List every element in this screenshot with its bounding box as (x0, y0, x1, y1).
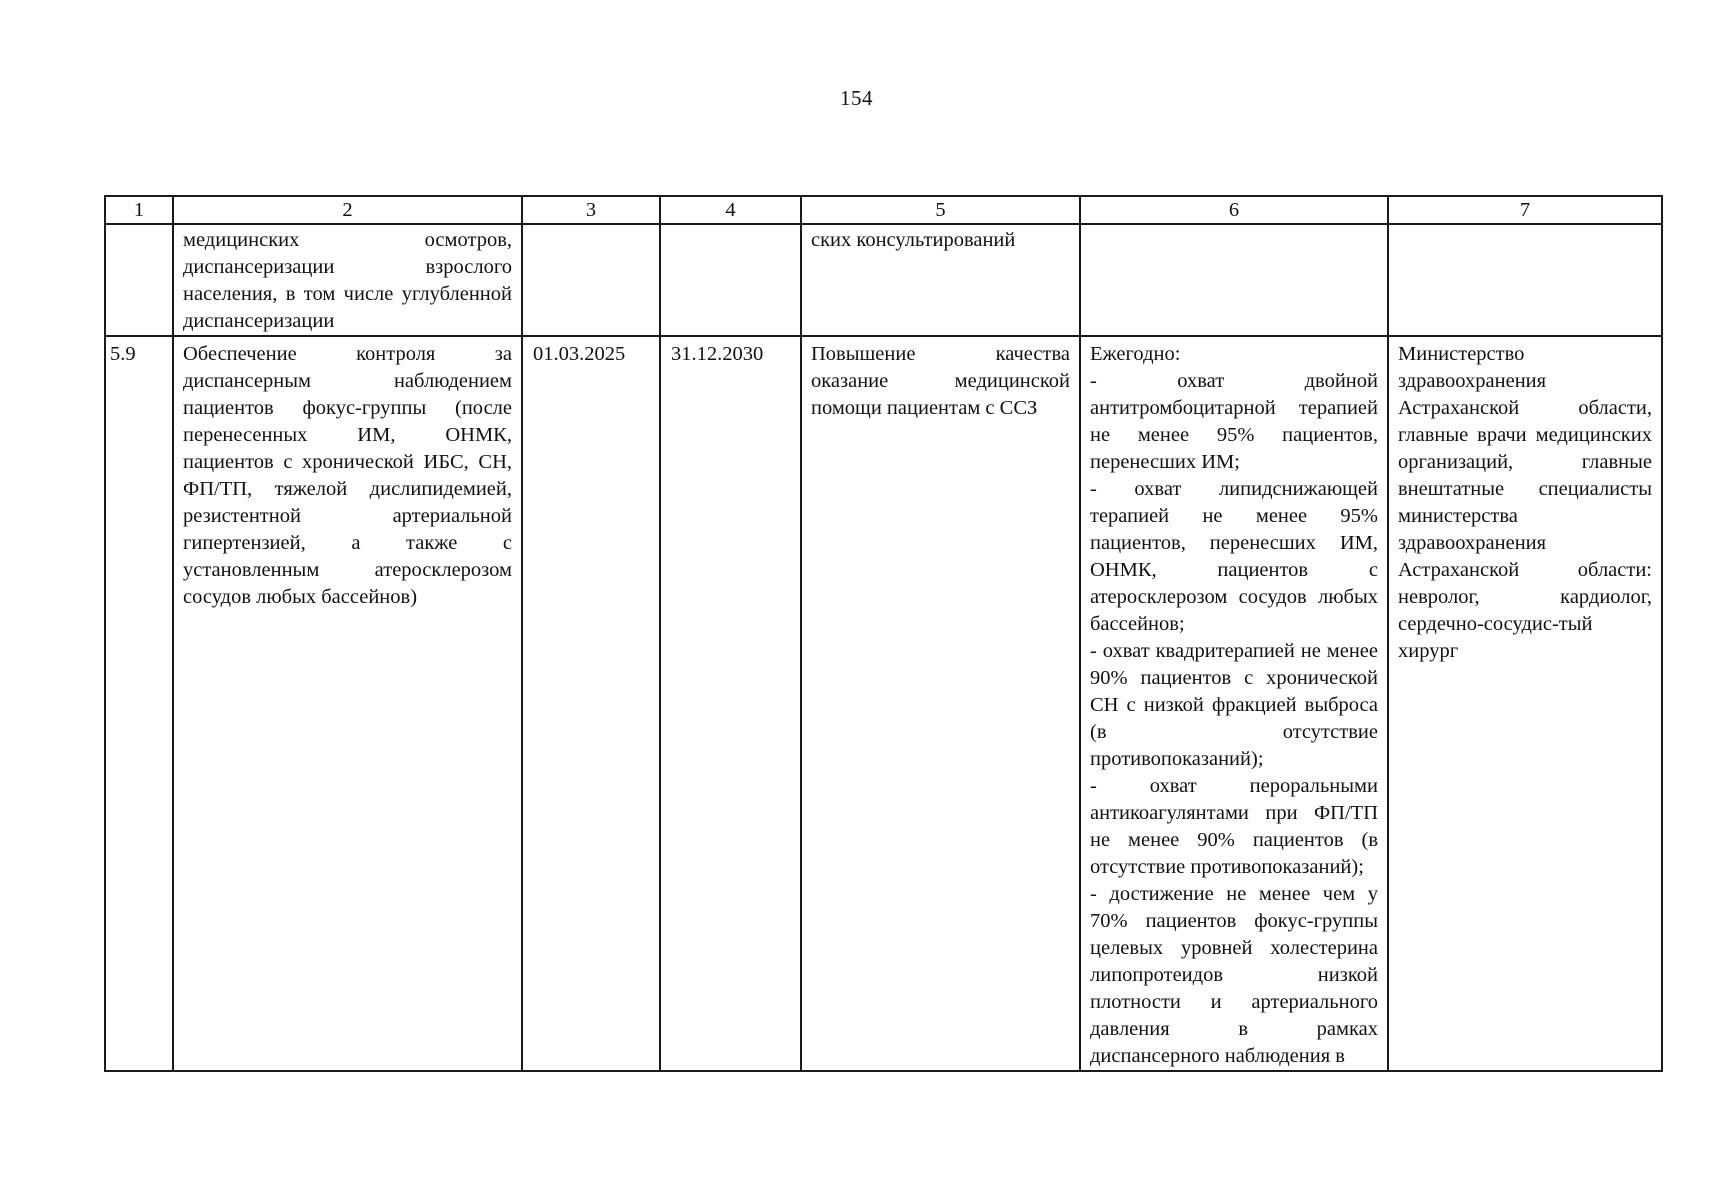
column-number-row (105, 196, 1662, 224)
result-cell (801, 336, 1080, 1071)
column-number-header: 3 (522, 196, 660, 224)
result-cell (801, 224, 1080, 336)
indicator-line: - охват липидснижающей терапией не менее 95% пациентов, перенесших ИМ, ОНМК, пациентов с атеросклерозом сосудов любых бассейнов; (1090, 478, 1378, 635)
result-text: ских консультирований (811, 229, 1016, 251)
start-date-cell (522, 224, 660, 336)
end-date-cell: 31.12.2030 (660, 336, 801, 1071)
row-number-cell (105, 224, 173, 336)
indicator-line: - достижение не менее чем у 70% пациентов фокус-группы целевых уровней холестерина липопротеидов низкой плотности и артериального давления в рамках диспансерного наблюдения в (1090, 883, 1378, 1067)
column-number-header: 6 (1080, 196, 1388, 224)
indicator-line: - охват двойной антитромбоцитарной терапией не менее 95% пациентов, перенесших ИМ; (1090, 370, 1378, 473)
responsible-cell (1388, 336, 1662, 1071)
result-text: Повышение качества оказание медицинской помощи пациентам с ССЗ (811, 343, 1070, 419)
responsible-text: Министерство здравоохранения Астраханской области, главные врачи медицинских организаций, главные внештатные специалисты министерства здравоохранения Астраханской области: невролог, кардиолог, сердечно-сосудис-тый хирург (1398, 343, 1652, 662)
column-number-header: 4 (660, 196, 801, 224)
indicator-line: - охват квадритерапией не менее 90% пациентов с хронической СН с низкой фракцией выброса (в отсутствие противопоказаний); (1090, 640, 1378, 770)
measure-text: медицинских осмотров, диспансеризации взрослого населения, в том числе углубленной диспансеризации (183, 229, 512, 332)
column-number-header: 5 (801, 196, 1080, 224)
measure-cell (173, 224, 522, 336)
activity-table (104, 195, 1663, 1072)
measure-cell (173, 336, 522, 1071)
indicator-line: Ежегодно: (1090, 343, 1181, 365)
column-number-header: 1 (105, 196, 173, 224)
indicators-cell (1080, 224, 1388, 336)
end-date-cell (660, 224, 801, 336)
column-number-header: 7 (1388, 196, 1662, 224)
responsible-cell (1388, 224, 1662, 336)
indicator-line: - охват пероральными антикоагулянтами при ФП/ТП не менее 90% пациентов (в отсутствие противопоказаний); (1090, 775, 1378, 878)
row-number-cell: 5.9 (105, 336, 173, 1071)
start-date-cell: 01.03.2025 (522, 336, 660, 1071)
table-row-5-9 (105, 336, 1662, 1071)
measure-text: Обеспечение контроля за диспансерным наблюдением пациентов фокус-группы (после перенесенных ИМ, ОНМК, пациентов с хронической ИБС, СН, ФП/ТП, тяжелой дислипидемией, резистентной артериальной гипертензией, а также с установленным атеросклерозом сосудов любых бассейнов) (183, 343, 512, 608)
table-row-continuation (105, 224, 1662, 336)
page-number: 154 (840, 86, 873, 110)
indicators-cell (1080, 336, 1388, 1071)
column-number-header: 2 (173, 196, 522, 224)
